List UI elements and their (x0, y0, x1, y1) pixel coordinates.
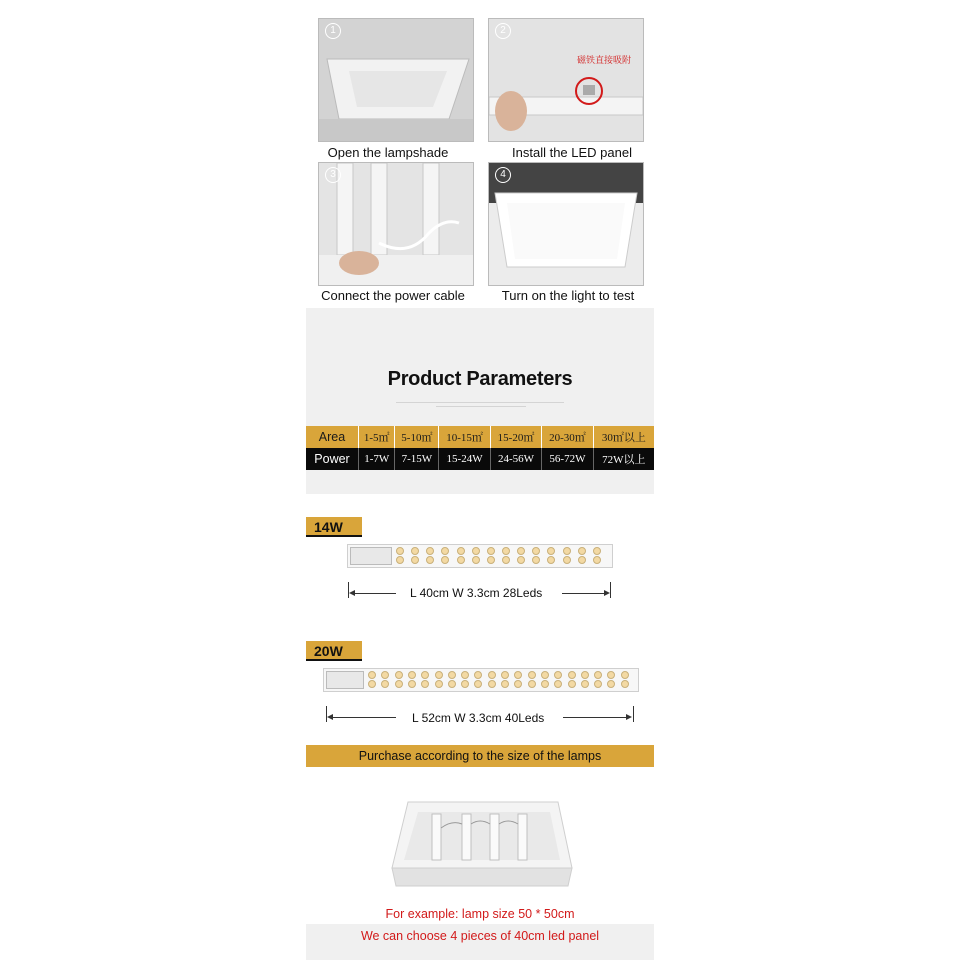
led-chip (607, 680, 615, 688)
led-chip (435, 671, 443, 679)
led-chip (457, 547, 465, 555)
step-number: 3 (325, 167, 341, 183)
led-chip (501, 671, 509, 679)
led-chip (426, 547, 434, 555)
led-chip (457, 556, 465, 564)
dimension-end (633, 706, 634, 722)
example-lamp-image (388, 798, 576, 890)
led-chip (554, 671, 562, 679)
led-chip (408, 671, 416, 679)
led-chip (581, 680, 589, 688)
led-chip (448, 680, 456, 688)
led-chip (594, 671, 602, 679)
dimension-line (352, 593, 396, 594)
led-chip (593, 547, 601, 555)
led-chip (621, 680, 629, 688)
subtitle-line (436, 406, 526, 407)
led-chip (568, 680, 576, 688)
led-chip (541, 680, 549, 688)
led-chip (487, 547, 495, 555)
led-chip (517, 556, 525, 564)
module-badge-14w (306, 517, 362, 537)
led-chip (368, 680, 376, 688)
led-chip (474, 680, 482, 688)
led-chip (593, 556, 601, 564)
led-chip (488, 680, 496, 688)
led-chip (568, 671, 576, 679)
led-chip (578, 556, 586, 564)
led-chip (408, 680, 416, 688)
dimension-line (562, 593, 606, 594)
area-row (306, 426, 654, 448)
subtitle-line (396, 402, 564, 403)
power-cell: 7-15W (395, 448, 439, 470)
led-chip (581, 671, 589, 679)
led-chip (563, 556, 571, 564)
step-number: 4 (495, 167, 511, 183)
badge-label: 20W (314, 643, 343, 659)
led-strip-20w (323, 668, 639, 692)
led-chip (547, 556, 555, 564)
step1-caption: Open the lampshade (327, 145, 449, 160)
dimension-text-14w: L 40cm W 3.3cm 28Leds (410, 586, 543, 600)
area-cell: 30㎡以上 (593, 426, 654, 448)
step3-photo (318, 162, 474, 286)
light-test-image (489, 163, 643, 285)
led-chip (381, 671, 389, 679)
led-chip (441, 547, 449, 555)
driver-box (326, 671, 364, 689)
power-label: Power (306, 448, 359, 470)
dimension-end (610, 582, 611, 598)
badge-underline (306, 535, 362, 537)
led-chip (488, 671, 496, 679)
led-chip (396, 547, 404, 555)
dimension-arrow (626, 714, 632, 720)
led-chip (472, 547, 480, 555)
led-chip (514, 671, 522, 679)
area-cell: 5-10㎡ (395, 426, 439, 448)
parameters-table (306, 426, 654, 470)
magnet-note: 磁铁直接吸附 (577, 55, 632, 65)
power-cell: 24-56W (490, 448, 541, 470)
power-cell: 15-24W (439, 448, 490, 470)
badge-label: 14W (314, 519, 343, 535)
power-row (306, 448, 654, 470)
led-chip (368, 671, 376, 679)
led-chip (528, 680, 536, 688)
led-chip (461, 671, 469, 679)
example-line1: For example: lamp size 50 * 50cm (385, 907, 575, 921)
led-strip-14w (347, 544, 613, 568)
step4-photo (488, 162, 644, 286)
led-chip (395, 680, 403, 688)
dimension-text-20w: L 52cm W 3.3cm 40Leds (412, 711, 545, 725)
led-chip (621, 671, 629, 679)
dimension-end (348, 582, 349, 598)
led-chip (501, 680, 509, 688)
led-chip (502, 547, 510, 555)
led-chip (502, 556, 510, 564)
step1-photo (318, 18, 474, 142)
led-chip (532, 556, 540, 564)
lampshade-open-image (319, 19, 473, 141)
led-chip (514, 680, 522, 688)
led-chip (461, 680, 469, 688)
led-chip (487, 556, 495, 564)
area-cell: 10-15㎡ (439, 426, 490, 448)
step3-caption: Connect the power cable (321, 288, 465, 303)
led-chip (554, 680, 562, 688)
area-cell: 20-30㎡ (542, 426, 593, 448)
led-chip (441, 556, 449, 564)
led-chip (474, 671, 482, 679)
led-chip (426, 556, 434, 564)
badge-underline (306, 659, 362, 661)
led-chip (421, 680, 429, 688)
led-chip (517, 547, 525, 555)
power-cell: 72W以上 (593, 448, 654, 470)
example-line2: We can choose 4 pieces of 40cm led panel (360, 929, 600, 943)
led-chip (528, 671, 536, 679)
module-badge-20w (306, 641, 362, 661)
area-label: Area (306, 426, 359, 448)
led-chip (563, 547, 571, 555)
dimension-line (330, 717, 396, 718)
area-cell: 1-5㎡ (359, 426, 395, 448)
led-chip (448, 671, 456, 679)
driver-box (350, 547, 392, 565)
connect-cable-image (319, 163, 473, 285)
parameters-title: Product Parameters (387, 368, 573, 390)
led-chip (578, 547, 586, 555)
step2-caption: Install the LED panel (512, 145, 632, 160)
step2-photo (488, 18, 644, 142)
step-number: 1 (325, 23, 341, 39)
led-chip (541, 671, 549, 679)
led-chip (532, 547, 540, 555)
step4-caption: Turn on the light to test (501, 288, 635, 303)
led-chip (421, 671, 429, 679)
square-lamp-image (388, 798, 576, 890)
area-cell: 15-20㎡ (490, 426, 541, 448)
led-chip (472, 556, 480, 564)
led-chip (381, 680, 389, 688)
power-cell: 56-72W (542, 448, 593, 470)
led-chip (435, 680, 443, 688)
purchase-note-bar: Purchase according to the size of the lamps (306, 745, 654, 767)
dimension-end (326, 706, 327, 722)
step-number: 2 (495, 23, 511, 39)
dimension-line (563, 717, 627, 718)
led-chip (607, 671, 615, 679)
led-chip (411, 556, 419, 564)
power-cell: 1-7W (359, 448, 395, 470)
install-panel-image (489, 19, 643, 141)
led-chip (594, 680, 602, 688)
led-chip (395, 671, 403, 679)
led-chip (396, 556, 404, 564)
led-chip (411, 547, 419, 555)
led-chip (547, 547, 555, 555)
